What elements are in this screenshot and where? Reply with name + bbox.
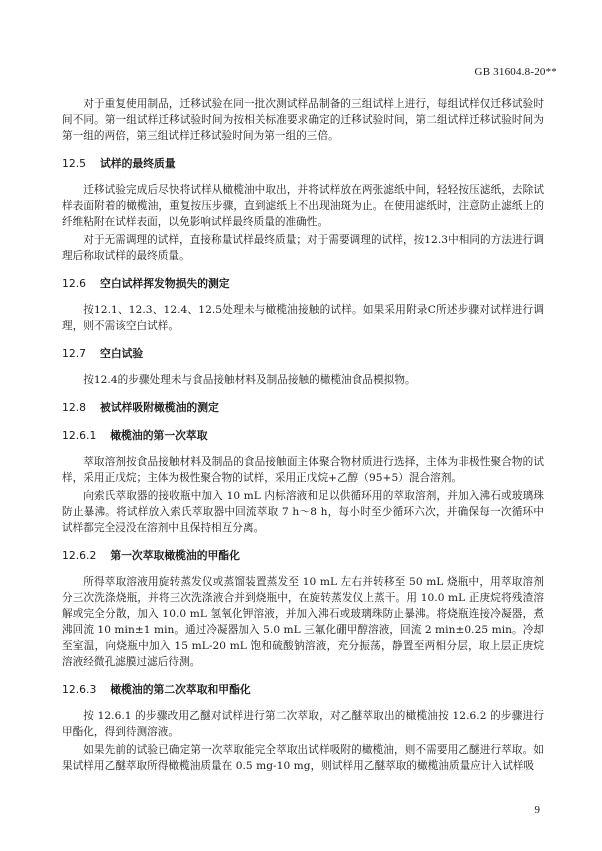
page-number: 9 — [534, 804, 540, 816]
paragraph: 所得萃取溶液用旋转蒸发仪或蒸馏装置蒸发至 10 mL 左右并转移至 50 mL 烧瓶中，用萃取溶剂分三次洗涤烧瓶，并将三次洗涤液合并到烧瓶中，在旋转蒸发仪上蒸干。用 10.0 mL 正庚烷将残渣溶解或完全分散，加入 10.0 mL 氢氧化钾溶液，并加入沸石或玻璃珠防止暴沸。将烧瓶连接冷凝器，煮沸回流 10 min±1 min。通过冷凝器加入 5.0 mL 三氟化硼甲醇溶液，回流 2 min±0.25 min。冷却至室温，向烧瓶中加入 15 mL-20 mL 饱和硫酸钠溶液，充分振荡，静置至两相分层，取上层正庚烷溶液经微孔滤膜过滤后待测。 — [62, 576, 544, 668]
section-title: 被试样吸附橄榄油的测定 — [100, 401, 219, 414]
paragraph: 迁移试验完成后尽快将试样从橄榄油中取出，并将试样放在两张滤纸中间，轻轻按压滤纸，去除试样表面附着的橄榄油，重复按压步骤，直到滤纸上不出现油斑为止。在使用滤纸时，注意防止滤纸上的纤维粘附在试样表面，以免影响试样最终质量的准确性。 — [62, 184, 544, 228]
paragraph: 如果先前的试验已确定第一次萃取能完全萃取出试样吸附的橄榄油，则不需要用乙醚进行萃取。如果试样用乙醚萃取所得橄榄油质量在 0.5 mg-10 mg，则试样用乙醚萃取的橄榄油质量应计入试样吸 — [62, 744, 544, 772]
paragraph: 对于重复使用制品，迁移试验在同一批次测试样品制备的三组试样上进行，每组试样仅迁移试验时间不同。第一组试样迁移试验时间为按相关标准要求确定的迁移试验时间，第二组试样迁移试验时间为第一组的两倍，第三组试样迁移试验时间为第一组的三倍。 — [62, 98, 544, 142]
section-title: 第一次萃取橄榄油的甲酯化 — [110, 549, 240, 562]
section-number: 12.6.2 — [62, 549, 97, 562]
paragraph: 萃取溶剂按食品接触材料及制品的食品接触面主体聚合物材质进行选择，主体为非极性聚合物的试样，采用正戊烷；主体为极性聚合物的试样，采用正戊烷+乙醇（95+5）混合溶剂。 — [62, 456, 544, 484]
paragraph: 按 12.6.1 的步骤改用乙醚对试样进行第二次萃取，对乙醚萃取出的橄榄油按 12.6.2 的步骤进行甲酯化，得到待测溶液。 — [62, 710, 544, 738]
section-heading — [62, 682, 544, 698]
paragraph: 对于无需调理的试样，直接称量试样最终质量；对于需要调理的试样，按12.3中相同的方法进行调理后称取试样的最终质量。 — [62, 234, 544, 262]
section-title: 试样的最终质量 — [100, 157, 176, 170]
section-number: 12.6.1 — [62, 429, 97, 442]
section-heading — [62, 400, 544, 416]
section-heading — [62, 276, 544, 292]
section-number: 12.6 — [62, 277, 87, 290]
section-number: 12.8 — [62, 401, 87, 414]
standard-code: GB 31604.8-20** — [474, 66, 557, 78]
section-number: 12.5 — [62, 157, 87, 170]
section-title: 橄榄油的第二次萃取和甲酯化 — [110, 683, 251, 696]
section-heading — [62, 428, 544, 444]
section-heading — [62, 156, 544, 172]
section-title: 空白试验 — [100, 347, 144, 360]
paragraph: 按12.1、12.3、12.4、12.5处理未与橄榄油接触的试样。如果采用附录C所述步骤对试样进行调理，则不需该空白试样。 — [62, 304, 544, 332]
section-title: 橄榄油的第一次萃取 — [110, 429, 208, 442]
section-number: 12.7 — [62, 347, 87, 360]
paragraph: 按12.4的步骤处理未与食品接触材料及制品接触的橄榄油食品模拟物。 — [83, 374, 416, 386]
section-title: 空白试样挥发物损失的测定 — [100, 277, 230, 290]
section-heading — [62, 346, 544, 362]
section-number: 12.6.3 — [62, 683, 97, 696]
document-body — [62, 96, 544, 776]
paragraph: 向索氏萃取器的接收瓶中加入 10 mL 内标溶液和足以供循环用的萃取溶剂，并加入沸石或玻璃珠防止暴沸。将试样放入索氏萃取器中回流萃取 7 h～8 h，每小时至少循环六次，并确保每一次循环中试样都完全浸没在溶剂中且保持相互分离。 — [62, 490, 544, 534]
section-heading — [62, 548, 544, 564]
